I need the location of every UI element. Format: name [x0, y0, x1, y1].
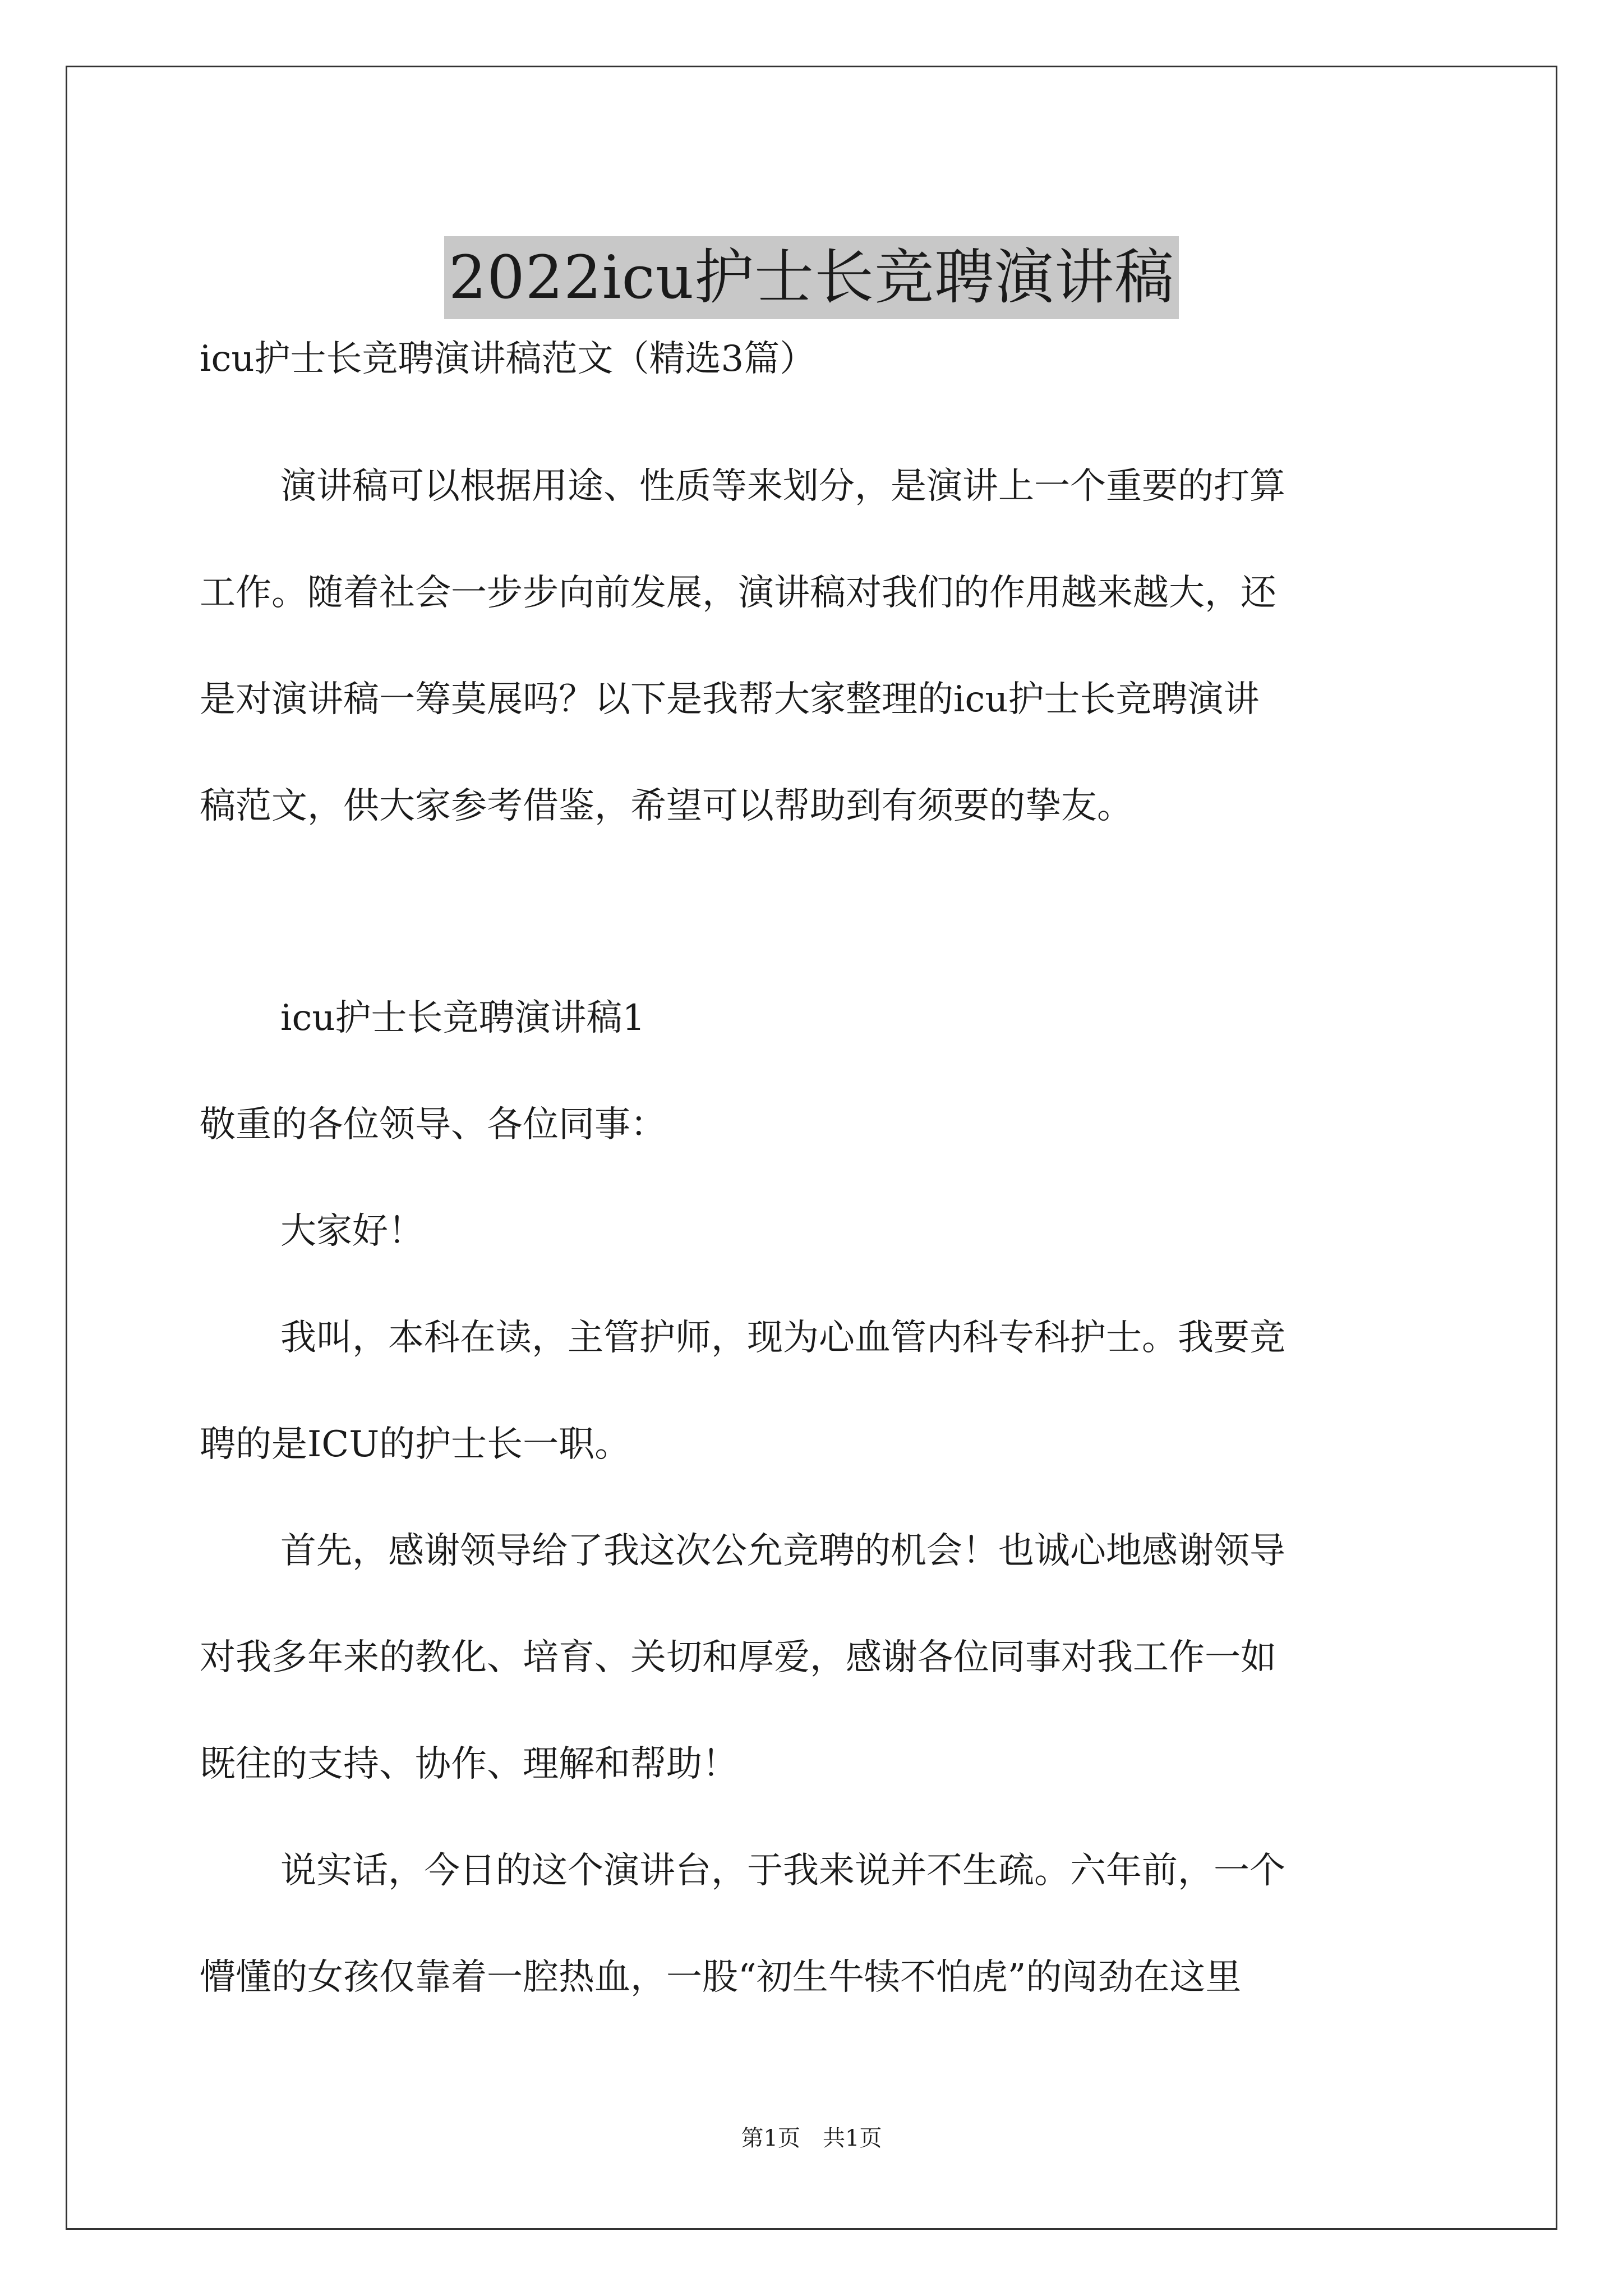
section-heading: icu护士长竞聘演讲稿1	[280, 997, 645, 1039]
paragraph-line: 懵懂的女孩仅靠着一腔热血，一股“初生牛犊不怕虎”的闯劲在这里	[200, 1957, 1242, 1998]
greeting-line: 大家好！	[280, 1211, 424, 1252]
paragraph-line: 我叫，本科在读，主管护师，现为心血管内科专科护士。我要竞	[280, 1317, 1285, 1359]
document-title: 2022icu护士长竞聘演讲稿	[444, 236, 1179, 319]
page-footer: 第1页 共1页	[741, 2125, 882, 2151]
paragraph-line: 首先，感谢领导给了我这次公允竞聘的机会！也诚心地感谢领导	[280, 1530, 1285, 1572]
paragraph-line: 稿范文，供大家参考借鉴，希望可以帮助到有须要的挚友。	[200, 785, 1133, 827]
paragraph-line: 既往的支持、协作、理解和帮助！	[200, 1743, 738, 1785]
paragraph-line: 对我多年来的教化、培育、关切和厚爱，感谢各位同事对我工作一如	[200, 1637, 1276, 1678]
paragraph-line: 聘的是ICU的护士长一职。	[200, 1424, 631, 1465]
salutation-line: 敬重的各位领导、各位同事：	[200, 1104, 666, 1145]
paragraph-line: 是对演讲稿一筹莫展吗？以下是我帮大家整理的icu护士长竞聘演讲	[200, 679, 1260, 720]
paragraph-line: 说实话，今日的这个演讲台，于我来说并不生疏。六年前，一个	[280, 1850, 1285, 1892]
subtitle-line: icu护士长竞聘演讲稿范文（精选3篇）	[200, 338, 816, 380]
paragraph-line: 演讲稿可以根据用途、性质等来划分，是演讲上一个重要的打算	[280, 466, 1285, 507]
paragraph-line: 工作。随着社会一步步向前发展，演讲稿对我们的作用越来越大，还	[200, 572, 1276, 614]
